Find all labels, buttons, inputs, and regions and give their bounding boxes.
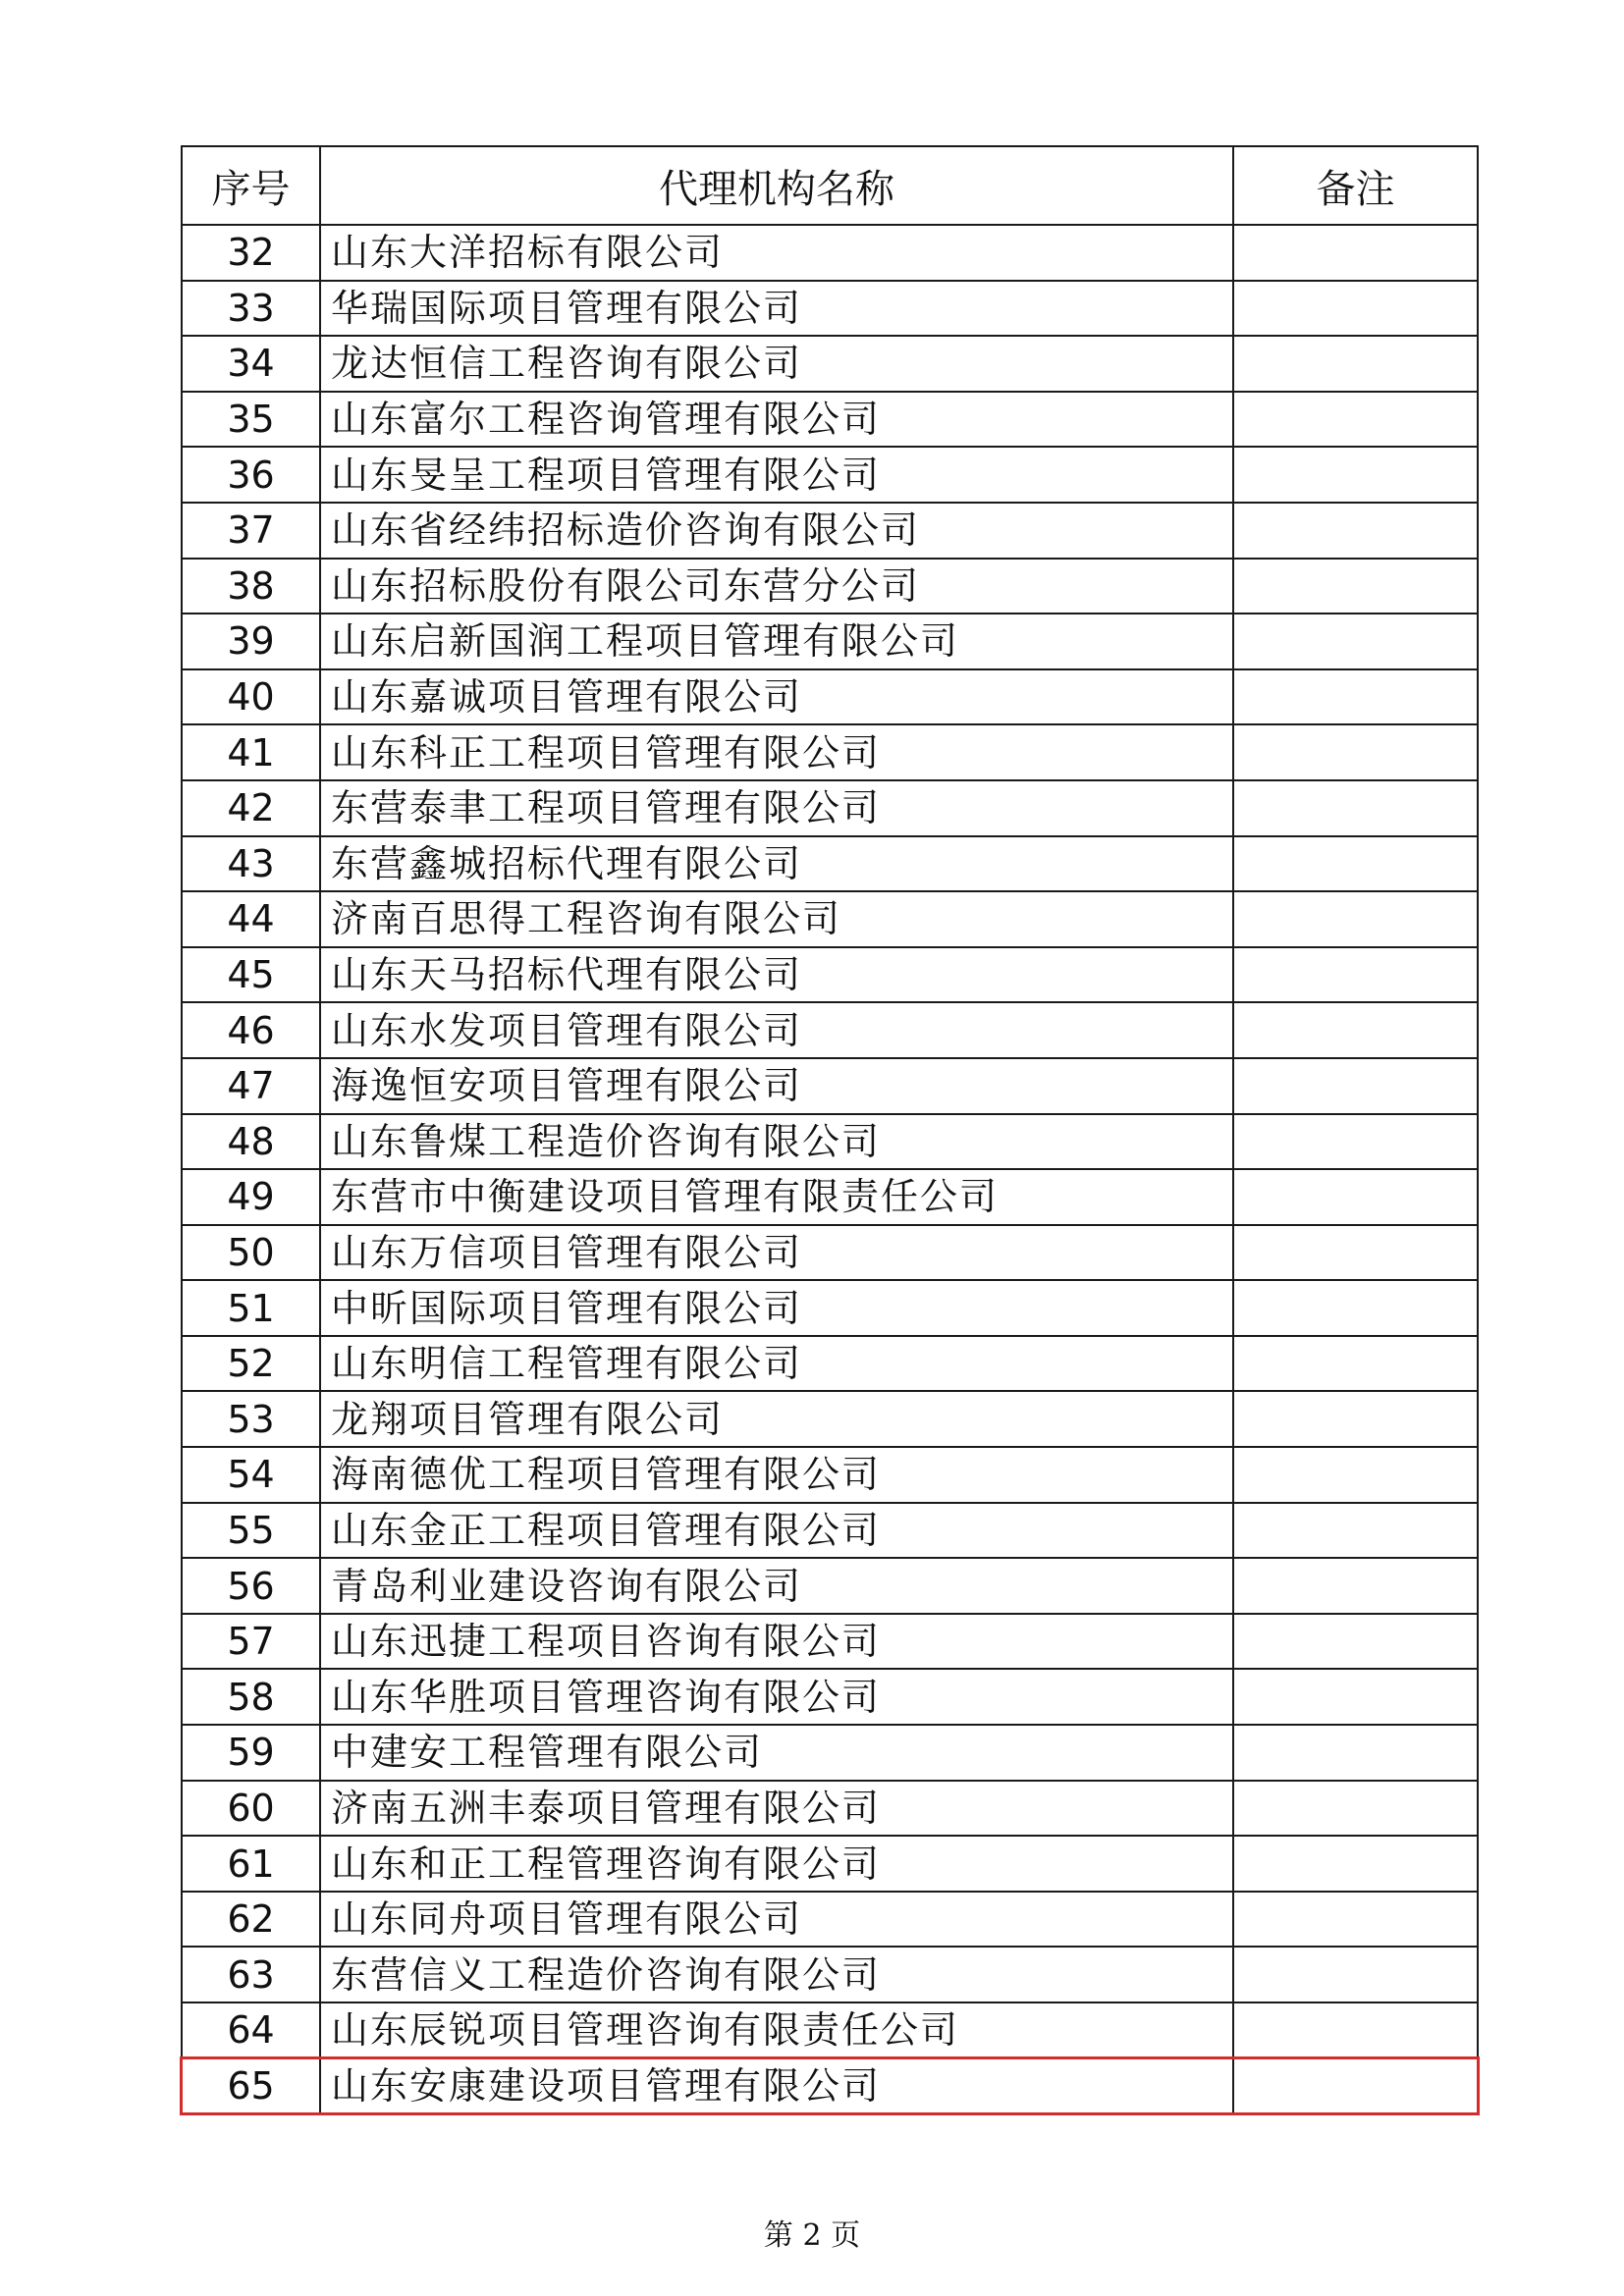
agency-name-cell: 山东和正工程管理咨询有限公司: [320, 1836, 1233, 1892]
agency-name-cell: 山东天马招标代理有限公司: [320, 947, 1233, 1003]
remark-cell: [1233, 891, 1478, 947]
agency-name-cell: 山东安康建设项目管理有限公司: [320, 2058, 1233, 2114]
serial-number-cell: 53: [182, 1391, 320, 1447]
agency-name-cell: 海南德优工程项目管理有限公司: [320, 1447, 1233, 1503]
remark-cell: [1233, 1892, 1478, 1948]
serial-number-cell: 51: [182, 1280, 320, 1336]
serial-number-cell: 41: [182, 724, 320, 780]
table-row: [182, 1558, 1478, 1614]
agency-name-cell: 中建安工程管理有限公司: [320, 1725, 1233, 1781]
table-row: [182, 559, 1478, 614]
serial-number-cell: 52: [182, 1336, 320, 1392]
agency-name-cell: 山东明信工程管理有限公司: [320, 1336, 1233, 1392]
table-row: [182, 1391, 1478, 1447]
agency-name-cell: 山东华胜项目管理咨询有限公司: [320, 1669, 1233, 1725]
remark-cell: [1233, 1558, 1478, 1614]
agency-name-cell: 东营泰聿工程项目管理有限公司: [320, 780, 1233, 836]
serial-number-cell: 32: [182, 225, 320, 281]
serial-number-cell: 46: [182, 1002, 320, 1058]
table-row: [182, 1336, 1478, 1392]
serial-number-cell: 58: [182, 1669, 320, 1725]
serial-number-cell: 49: [182, 1169, 320, 1225]
table-row: [182, 1725, 1478, 1781]
table-row: [182, 1447, 1478, 1503]
remark-cell: [1233, 1447, 1478, 1503]
serial-number-cell: 42: [182, 780, 320, 836]
remark-cell: [1233, 2002, 1478, 2058]
serial-number-cell: 65: [182, 2058, 320, 2114]
remark-cell: [1233, 1225, 1478, 1281]
table-row: [182, 947, 1478, 1003]
header-agency-name: 代理机构名称: [320, 146, 1233, 225]
remark-cell: [1233, 1725, 1478, 1781]
header-serial-number: 序号: [182, 146, 320, 225]
serial-number-cell: 33: [182, 281, 320, 337]
remark-cell: [1233, 559, 1478, 614]
table-row: [182, 891, 1478, 947]
remark-cell: [1233, 947, 1478, 1003]
serial-number-cell: 63: [182, 1947, 320, 2002]
agency-name-cell: 山东启新国润工程项目管理有限公司: [320, 614, 1233, 669]
table-row: [182, 614, 1478, 669]
table-body: [182, 225, 1478, 2113]
agency-name-cell: 山东旻呈工程项目管理有限公司: [320, 447, 1233, 503]
serial-number-cell: 62: [182, 1892, 320, 1948]
table-header-row: [182, 146, 1478, 225]
remark-cell: [1233, 724, 1478, 780]
serial-number-cell: 34: [182, 336, 320, 392]
remark-cell: [1233, 503, 1478, 559]
table-row: [182, 1781, 1478, 1837]
serial-number-cell: 43: [182, 836, 320, 892]
serial-number-cell: 50: [182, 1225, 320, 1281]
header-remark: 备注: [1233, 146, 1478, 225]
table-row: [182, 669, 1478, 725]
serial-number-cell: 61: [182, 1836, 320, 1892]
table-row: [182, 1947, 1478, 2002]
remark-cell: [1233, 1391, 1478, 1447]
remark-cell: [1233, 392, 1478, 448]
agency-name-cell: 中昕国际项目管理有限公司: [320, 1280, 1233, 1336]
table-row: [182, 447, 1478, 503]
agency-name-cell: 山东嘉诚项目管理有限公司: [320, 669, 1233, 725]
table-row: [182, 281, 1478, 337]
remark-cell: [1233, 1947, 1478, 2002]
agency-name-cell: 东营信义工程造价咨询有限公司: [320, 1947, 1233, 2002]
remark-cell: [1233, 225, 1478, 281]
agency-name-cell: 山东省经纬招标造价咨询有限公司: [320, 503, 1233, 559]
remark-cell: [1233, 1114, 1478, 1170]
remark-cell: [1233, 1614, 1478, 1670]
serial-number-cell: 57: [182, 1614, 320, 1670]
table-row: [182, 1836, 1478, 1892]
agency-name-cell: 华瑞国际项目管理有限公司: [320, 281, 1233, 337]
agency-name-cell: 山东大洋招标有限公司: [320, 225, 1233, 281]
agency-name-cell: 山东招标股份有限公司东营分公司: [320, 559, 1233, 614]
agency-name-cell: 东营市中衡建设项目管理有限责任公司: [320, 1169, 1233, 1225]
table-row: [182, 1002, 1478, 1058]
agency-name-cell: 山东金正工程项目管理有限公司: [320, 1503, 1233, 1559]
page-number: 第 2 页: [763, 2218, 861, 2253]
serial-number-cell: 48: [182, 1114, 320, 1170]
table-row: [182, 503, 1478, 559]
serial-number-cell: 60: [182, 1781, 320, 1837]
agency-name-cell: 山东迅捷工程项目咨询有限公司: [320, 1614, 1233, 1670]
table-row: [182, 392, 1478, 448]
remark-cell: [1233, 614, 1478, 669]
agency-name-cell: 龙达恒信工程咨询有限公司: [320, 336, 1233, 392]
serial-number-cell: 35: [182, 392, 320, 448]
serial-number-cell: 56: [182, 1558, 320, 1614]
agency-name-cell: 济南百思得工程咨询有限公司: [320, 891, 1233, 947]
remark-cell: [1233, 1781, 1478, 1837]
remark-cell: [1233, 1503, 1478, 1559]
serial-number-cell: 45: [182, 947, 320, 1003]
agency-table: [181, 145, 1479, 2114]
serial-number-cell: 47: [182, 1058, 320, 1114]
table-row: [182, 1503, 1478, 1559]
remark-cell: [1233, 1058, 1478, 1114]
remark-cell: [1233, 447, 1478, 503]
remark-cell: [1233, 780, 1478, 836]
table-row: [182, 2058, 1478, 2114]
remark-cell: [1233, 836, 1478, 892]
agency-name-cell: 海逸恒安项目管理有限公司: [320, 1058, 1233, 1114]
remark-cell: [1233, 1002, 1478, 1058]
serial-number-cell: 39: [182, 614, 320, 669]
table-row: [182, 1892, 1478, 1948]
agency-name-cell: 山东同舟项目管理有限公司: [320, 1892, 1233, 1948]
table-row: [182, 1169, 1478, 1225]
serial-number-cell: 64: [182, 2002, 320, 2058]
agency-name-cell: 东营鑫城招标代理有限公司: [320, 836, 1233, 892]
table-row: [182, 336, 1478, 392]
remark-cell: [1233, 2058, 1478, 2114]
agency-name-cell: 青岛利业建设咨询有限公司: [320, 1558, 1233, 1614]
table-row: [182, 836, 1478, 892]
table-row: [182, 1280, 1478, 1336]
agency-name-cell: 山东辰锐项目管理咨询有限责任公司: [320, 2002, 1233, 2058]
agency-name-cell: 山东万信项目管理有限公司: [320, 1225, 1233, 1281]
remark-cell: [1233, 1169, 1478, 1225]
table-row: [182, 1225, 1478, 1281]
remark-cell: [1233, 669, 1478, 725]
table-row: [182, 225, 1478, 281]
serial-number-cell: 54: [182, 1447, 320, 1503]
table-row: [182, 1669, 1478, 1725]
table-row: [182, 1114, 1478, 1170]
table-row: [182, 1614, 1478, 1670]
remark-cell: [1233, 281, 1478, 337]
agency-name-cell: 龙翔项目管理有限公司: [320, 1391, 1233, 1447]
agency-name-cell: 山东水发项目管理有限公司: [320, 1002, 1233, 1058]
serial-number-cell: 38: [182, 559, 320, 614]
table-row: [182, 724, 1478, 780]
serial-number-cell: 55: [182, 1503, 320, 1559]
remark-cell: [1233, 1836, 1478, 1892]
agency-name-cell: 济南五洲丰泰项目管理有限公司: [320, 1781, 1233, 1837]
serial-number-cell: 40: [182, 669, 320, 725]
serial-number-cell: 59: [182, 1725, 320, 1781]
remark-cell: [1233, 1336, 1478, 1392]
remark-cell: [1233, 1280, 1478, 1336]
agency-name-cell: 山东富尔工程咨询管理有限公司: [320, 392, 1233, 448]
agency-name-cell: 山东科正工程项目管理有限公司: [320, 724, 1233, 780]
table-row: [182, 2002, 1478, 2058]
serial-number-cell: 37: [182, 503, 320, 559]
serial-number-cell: 44: [182, 891, 320, 947]
table-row: [182, 1058, 1478, 1114]
remark-cell: [1233, 1669, 1478, 1725]
agency-name-cell: 山东鲁煤工程造价咨询有限公司: [320, 1114, 1233, 1170]
table-row: [182, 780, 1478, 836]
serial-number-cell: 36: [182, 447, 320, 503]
remark-cell: [1233, 336, 1478, 392]
